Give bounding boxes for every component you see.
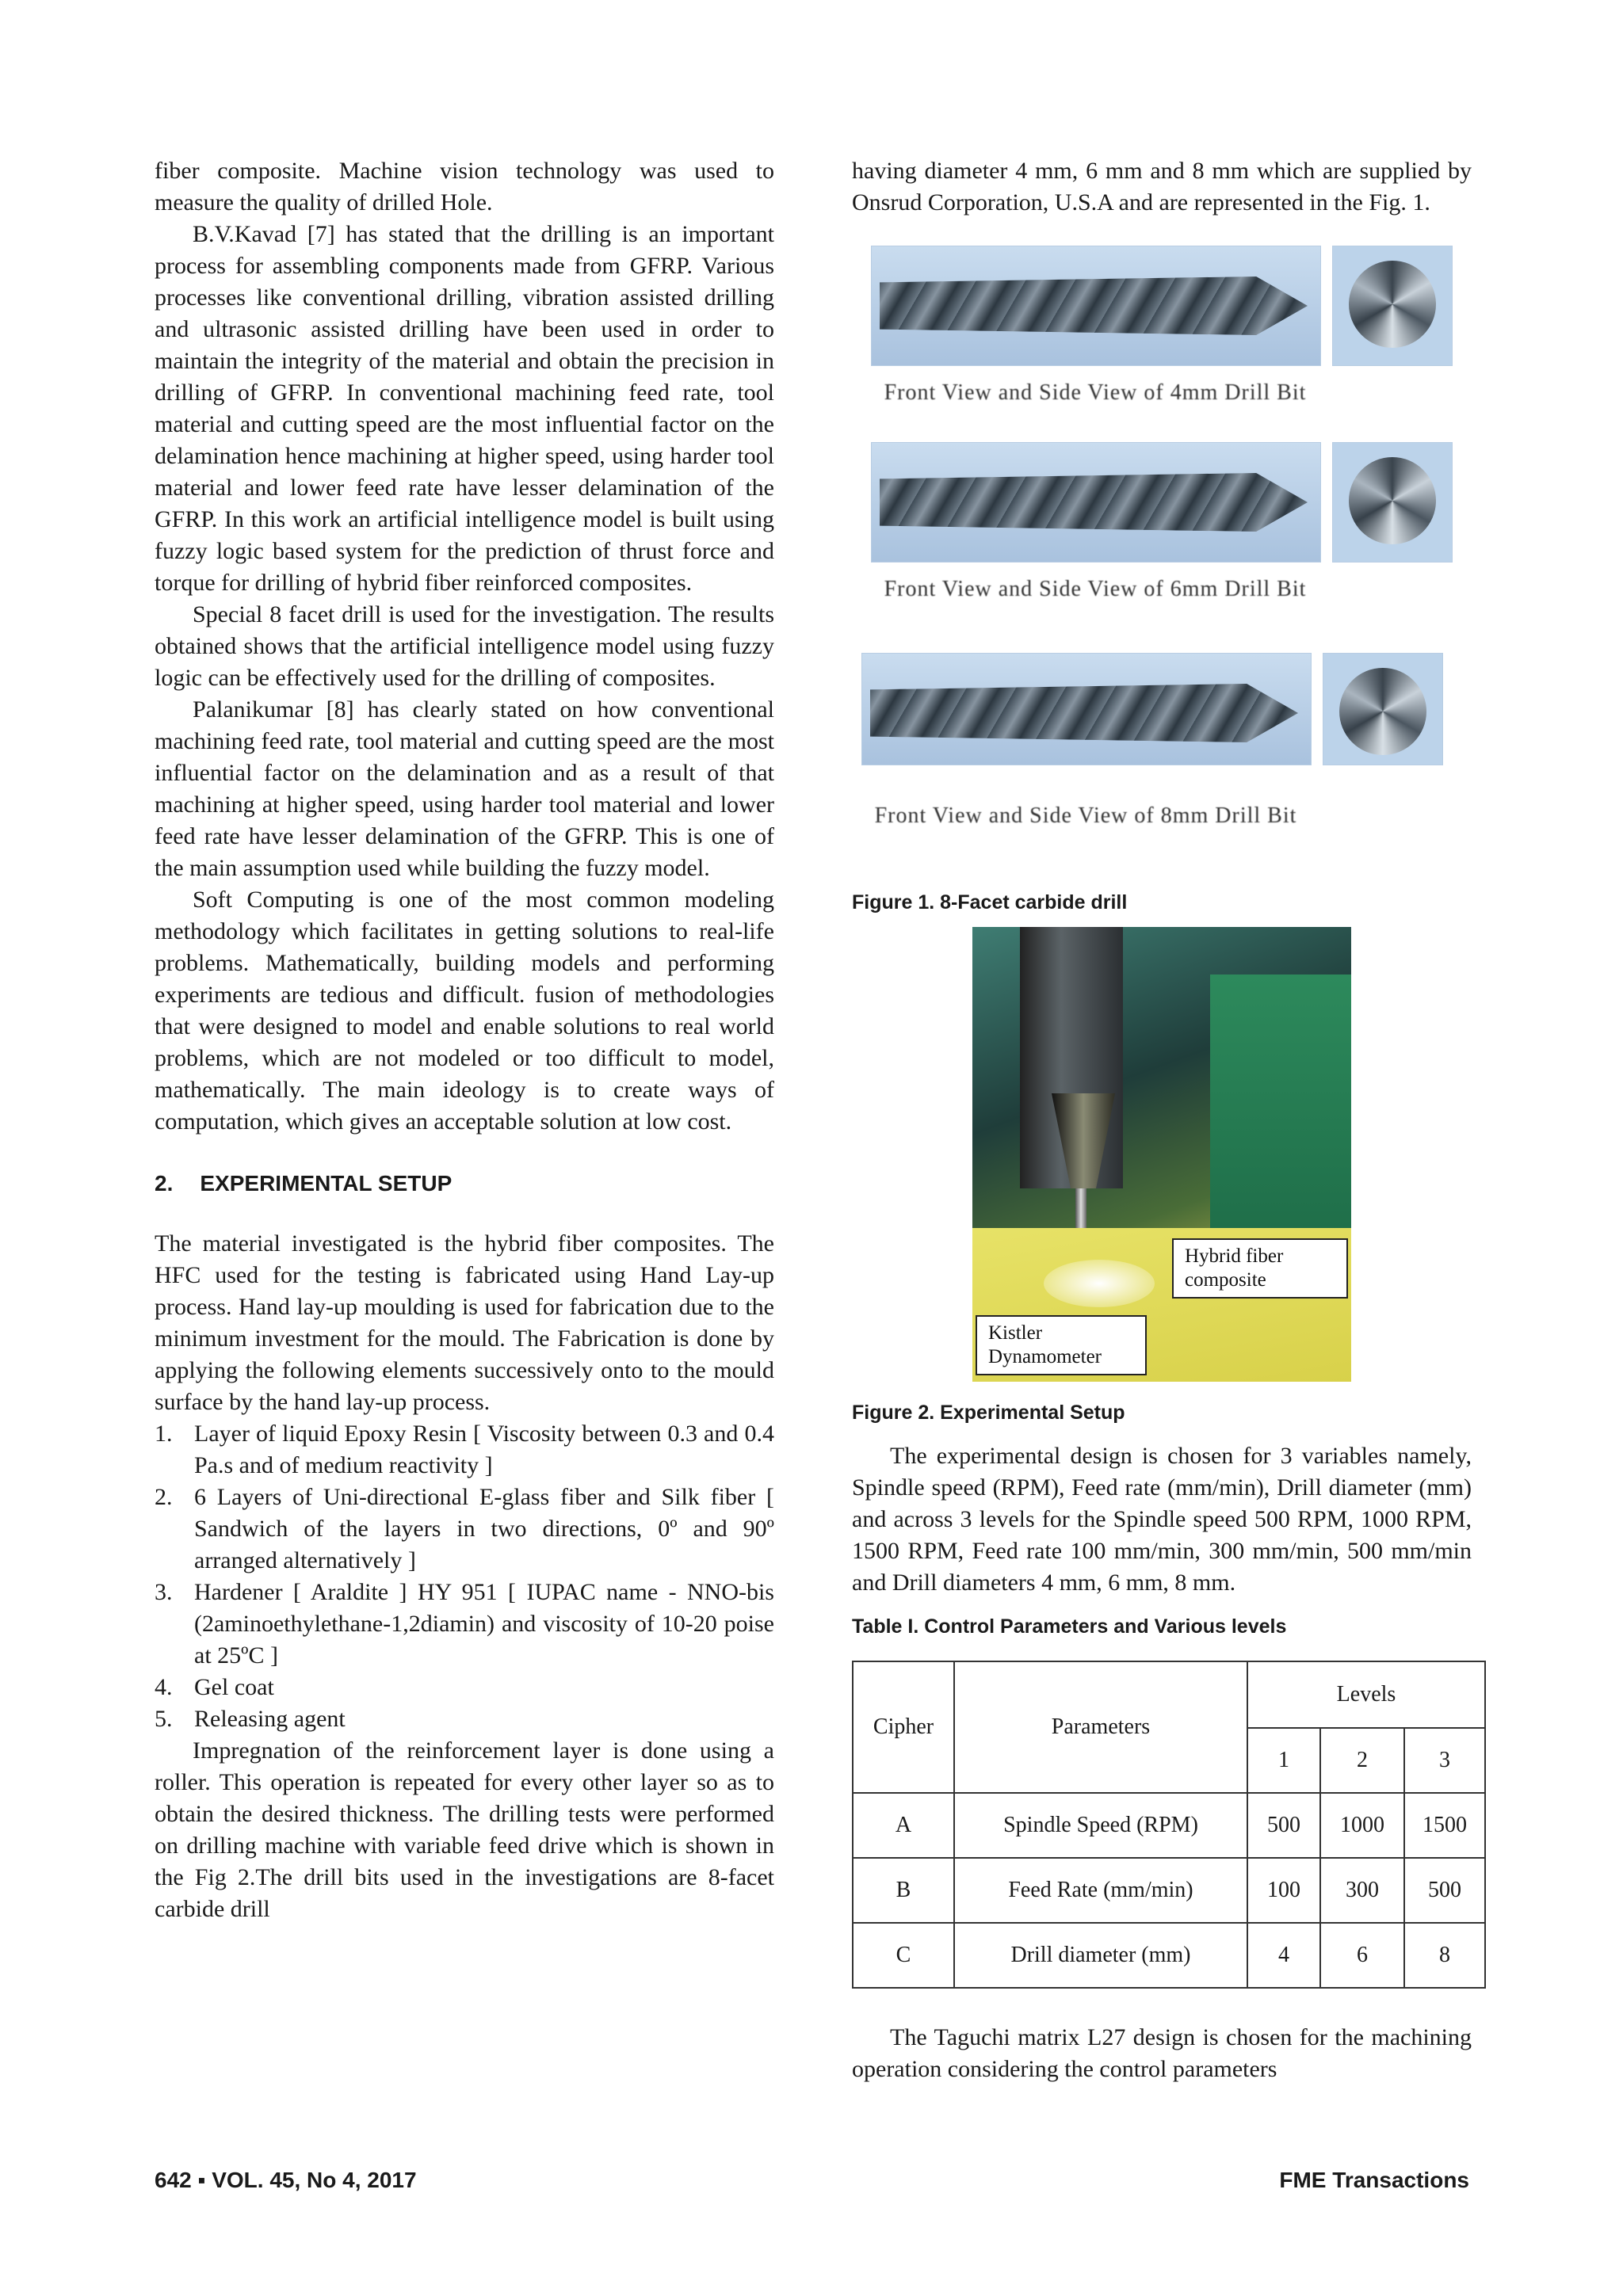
table-caption: Table I. Control Parameters and Various levels <box>852 1615 1287 1638</box>
paragraph-impregnation: Impregnation of the reinforcement layer is done using a roller. This operation is repeated for every other layer so as to obtain the desired thickness. The drilling tests were performed on drilling machine with variable feed drive which is shown in the Fig 2.The drill bits used in the investigations are 8-facet carbide drill <box>155 1737 774 1922</box>
elements-list <box>155 1418 774 1735</box>
paragraph-soft-computing: Soft Computing is one of the most common modeling methodology which facilitates in getting solutions to real-life problems. Mathematically, building models and performing experiments are tedious and difficult. fusion of methodologies that were designed to model and enable solutions to real world problems, which are not modeled or too difficult to model, mathematically. The main ideology is to create ways of computation, which gives an acceptable solution at low cost. <box>155 887 774 1135</box>
drill-view-caption: Front View and Side View of 4mm Drill Bit <box>884 380 1307 405</box>
table-row: B Feed Rate (mm/min) 100 300 500 <box>853 1858 1485 1923</box>
table-header-cipher: Cipher <box>853 1661 954 1793</box>
section-title: EXPERIMENTAL SETUP <box>200 1171 453 1196</box>
section-number: 2. <box>155 1171 174 1196</box>
paragraph-material: The material investigated is the hybrid fiber composites. The HFC used for the testing is fabricated using Hand Lay-up process. Hand lay-up moulding is used for fabrication due to the minimum investment for the mould. The Fabrication is done by applying the following elements successively onto to the mould surface by the hand lay-up process. <box>155 1230 774 1415</box>
list-item: 1. Layer of liquid Epoxy Resin [ Viscosity between 0.3 and 0.4 Pa.s and of medium reactivity ] <box>155 1421 774 1478</box>
figure-1-caption: Figure 1. 8-Facet carbide drill <box>852 891 1128 913</box>
right-column <box>852 155 1472 2085</box>
paragraph-palanikumar: Palanikumar [8] has clearly stated on how conventional machining feed rate, tool material and cutting speed are the most influential factor on the delamination and as a result of that machining at higher speed, using harder tool material and lower feed rate have lesser delamination of the GFRP. This is one of the main assumption used while building the fuzzy model. <box>155 696 774 881</box>
drill-tip-icon <box>1339 668 1426 755</box>
footer-volume: 642 ▪ VOL. 45, No 4, 2017 <box>155 2168 417 2192</box>
table-row: A Spindle Speed (RPM) 500 1000 1500 <box>853 1793 1485 1858</box>
paragraph-kavad: B.V.Kavad [7] has stated that the drilling is an important process for assembling components made from GFRP. Various processes like conventional drilling, vibration assisted drilling and ultrasonic assisted drilling have been used in order to maintain the integrity of the material and obtain the precision in drilling of GFRP. In conventional machining feed rate, tool material and cutting speed are the most influential factor on the delamination hence machining at higher speed, using harder tool material and lower feed rate have lesser delamination of the GFRP. In this work an artificial intelligence model is built using fuzzy logic based system for the prediction of thrust force and torque for drilling of hybrid fiber reinforced composites. <box>155 221 774 596</box>
table-level-number: 2 <box>1320 1728 1404 1793</box>
table-level-number: 3 <box>1404 1728 1485 1793</box>
footer-journal: FME Transactions <box>1279 2168 1469 2192</box>
section-heading <box>155 1168 774 1199</box>
paragraph: fiber composite. Machine vision technology was used to measure the quality of drilled Hole. <box>155 158 774 215</box>
paragraph-experimental-design: The experimental design is chosen for 3 variables namely, Spindle speed (RPM), Feed rate (mm/min), Drill diameter (mm) and across 3 levels for the Spindle speed 500 RPM, 1000 RPM, 1500 RPM, Feed rate 100 mm/min, 300 mm/min, 500 mm/min and Drill diameters 4 mm, 6 mm, 8 mm. <box>852 1443 1472 1596</box>
table-header-levels: Levels <box>1247 1661 1485 1728</box>
drill-view-caption: Front View and Side View of 8mm Drill Bit <box>874 803 1297 828</box>
control-parameters-table <box>852 1661 1486 1989</box>
paragraph-taguchi: The Taguchi matrix L27 design is chosen for the machining operation considering the control parameters <box>852 2024 1472 2082</box>
list-item: 4. Gel coat <box>155 1674 274 1700</box>
drill-8mm-photo <box>861 653 1448 828</box>
drill-4mm-photo <box>871 246 1457 405</box>
drill-tip-icon <box>1349 261 1436 348</box>
figure-1-drill-photos <box>852 246 1472 895</box>
left-column <box>155 155 774 1925</box>
figure-2-setup-photo <box>972 927 1351 1382</box>
list-item: 5. Releasing agent <box>155 1706 346 1732</box>
list-item: 3. Hardener [ Araldite ] HY 951 [ IUPAC name - NNO-bis (2aminoethylethane-1,2diamin) and viscosity of 10-20 poise at 25ºC ] <box>155 1579 774 1669</box>
drill-view-caption: Front View and Side View of 6mm Drill Bit <box>884 577 1307 601</box>
table-row: C Drill diameter (mm) 4 6 8 <box>853 1923 1485 1988</box>
drill-6mm-photo <box>871 442 1457 601</box>
label-dynamometer: Kistler Dynamometer <box>976 1315 1147 1375</box>
paragraph-facet-drill: Special 8 facet drill is used for the investigation. The results obtained shows that the artificial intelligence model using fuzzy logic can be effectively used for the drilling of composites. <box>155 601 774 691</box>
list-item: 2. 6 Layers of Uni-directional E-glass fiber and Silk fiber [ Sandwich of the layers in two directions, 0º and 90º arranged alternatively ] <box>155 1484 774 1573</box>
label-hybrid-fiber: Hybrid fiber composite <box>1172 1238 1348 1299</box>
figure-2-caption: Figure 2. Experimental Setup <box>852 1402 1125 1424</box>
table-header-parameters: Parameters <box>954 1661 1247 1793</box>
paragraph-drill-bits: having diameter 4 mm, 6 mm and 8 mm which are supplied by Onsrud Corporation, U.S.A and are represented in the Fig. 1. <box>852 158 1472 215</box>
table-level-number: 1 <box>1247 1728 1320 1793</box>
drill-tip-icon <box>1349 457 1436 544</box>
